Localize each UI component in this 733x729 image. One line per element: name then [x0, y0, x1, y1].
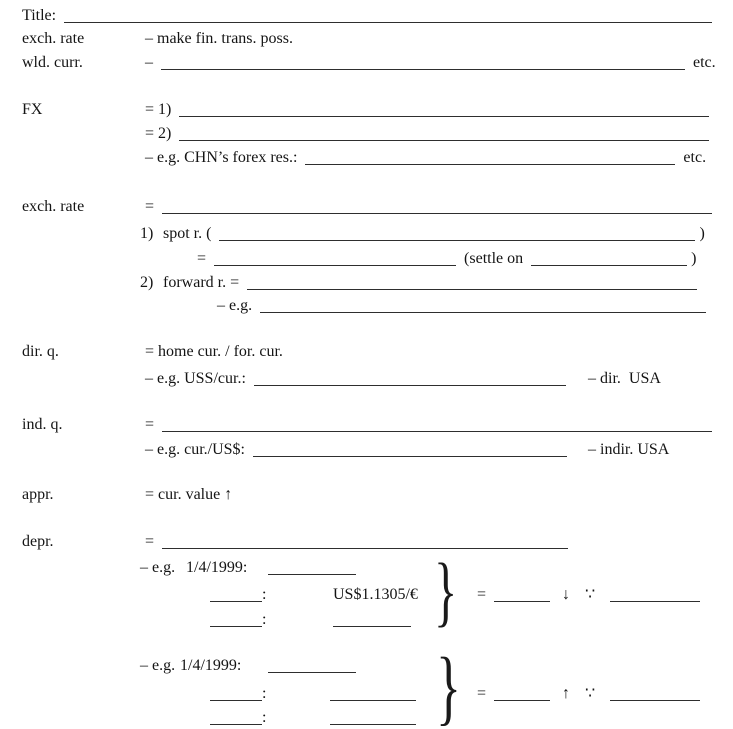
ind-q-line	[145, 415, 712, 435]
chn-forex-example-prefix: – e.g. CHN’s forex res.:	[145, 149, 298, 166]
exch-rate-def-eq: =	[145, 198, 155, 215]
depr-blank-line	[162, 535, 568, 549]
indir-usa-note: – indir. USA	[588, 441, 670, 458]
down-arrow-icon: ↓	[562, 586, 571, 603]
appr-definition: = cur. value ↑	[145, 486, 233, 503]
exch-rate-label: exch. rate	[22, 30, 85, 47]
example2-row3-blank-line	[210, 711, 262, 725]
example1-row2-left	[210, 585, 266, 605]
example1-date: 1/4/1999:	[186, 559, 248, 576]
fx-example-line	[145, 148, 706, 168]
example1-prefix: – e.g.	[140, 559, 176, 576]
fx-line1	[145, 100, 709, 120]
depr-eq: =	[145, 533, 155, 550]
fx-line2	[145, 124, 709, 144]
wld-curr-label: wld. curr.	[22, 54, 83, 71]
example2-date: 1/4/1999:	[180, 657, 242, 674]
wld-curr-line	[145, 53, 716, 73]
forward-example-line	[217, 296, 706, 316]
dir-q-example-line	[145, 369, 566, 389]
example2-row2-left	[210, 684, 266, 704]
dir-q-example-prefix: – e.g. USS/cur.:	[145, 370, 246, 387]
because-symbol: ∵	[585, 685, 596, 702]
dir-q-example-blank-line	[254, 372, 566, 386]
example1-result-blank-line-2	[610, 588, 700, 602]
example2-row3-right	[330, 708, 416, 728]
dir-q-definition: = home cur. / for. cur.	[145, 343, 283, 360]
example1-row3-left	[210, 610, 266, 630]
example2-row1-blank-line	[268, 659, 356, 673]
fx-example-blank-line	[305, 151, 675, 165]
example1-row1	[268, 558, 356, 578]
example1-row3-colon: :	[262, 611, 267, 628]
example1-result-blank-line-1	[494, 588, 550, 602]
dir-q-label: dir. q.	[22, 343, 59, 360]
example1-row3-right-blank-line	[333, 613, 411, 627]
appr-label: appr.	[22, 486, 54, 503]
exch-rate-def-blank-line	[162, 200, 712, 214]
example1-result-line	[477, 585, 700, 605]
example2-row3-left	[210, 708, 266, 728]
forward-eg-blank-line	[260, 299, 706, 313]
ind-q-eq: =	[145, 416, 155, 433]
title-label: Title:	[22, 7, 57, 24]
settle-line	[197, 249, 696, 269]
example2-result-line	[477, 684, 700, 704]
fx-label: FX	[22, 101, 43, 118]
title-blank-line	[64, 9, 712, 23]
example2-row3-right-blank-line	[330, 711, 416, 725]
settle-close-paren: )	[691, 250, 697, 267]
fx-example-etc: etc.	[683, 149, 707, 166]
example1-row3-right	[333, 610, 411, 630]
example1-row2-colon: :	[262, 586, 267, 603]
fx-line1-prefix: = 1)	[145, 101, 172, 118]
wld-curr-dash: –	[145, 54, 153, 71]
example2-row2-blank-line	[210, 687, 262, 701]
usd-eur-rate-value: US$1.1305/€	[333, 586, 418, 603]
example2-result-blank-line-1	[494, 687, 550, 701]
fx-line2-prefix: = 2)	[145, 125, 172, 142]
depr-line	[145, 532, 568, 552]
spot-rate-line	[163, 224, 705, 244]
brace-icon: }	[434, 547, 458, 634]
example2-row2-right	[330, 684, 416, 704]
settle-blank-line-1	[214, 252, 456, 266]
ind-q-example-blank-line	[253, 443, 567, 457]
example2-row2-right-blank-line	[330, 687, 416, 701]
settle-eq: =	[197, 250, 207, 267]
spot-rate-prefix: spot r. (	[163, 225, 212, 242]
ind-q-example-prefix: – e.g. cur./US$:	[145, 441, 245, 458]
exch-rate-def-label: exch. rate	[22, 198, 85, 215]
exch-rate-def-line	[145, 197, 712, 217]
forward-rate-number: 2)	[140, 274, 154, 291]
example1-eq: =	[477, 586, 487, 603]
example1-row3-blank-line	[210, 613, 262, 627]
spot-rate-blank-line	[219, 227, 695, 241]
wld-curr-blank-line	[161, 56, 685, 70]
up-arrow-icon: ↑	[562, 685, 571, 702]
forward-rate-blank-line	[247, 276, 697, 290]
example2-row1	[268, 656, 356, 676]
ind-q-label: ind. q.	[22, 416, 63, 433]
forward-eg-prefix: – e.g.	[217, 297, 253, 314]
brace-icon: }	[436, 641, 462, 729]
fx-line1-blank-line	[179, 103, 709, 117]
example1-row2-blank-line	[210, 588, 262, 602]
forward-rate-line	[163, 273, 697, 293]
example2-eq: =	[477, 685, 487, 702]
ind-q-blank-line	[162, 418, 712, 432]
example2-prefix: – e.g.	[140, 657, 176, 674]
title-row	[22, 6, 712, 26]
example1-row1-blank-line	[268, 561, 356, 575]
forward-rate-prefix: forward r. =	[163, 274, 240, 291]
depr-label: depr.	[22, 533, 54, 550]
example2-result-blank-line-2	[610, 687, 700, 701]
example2-row3-colon: :	[262, 709, 267, 726]
dir-usa-note: – dir. USA	[588, 370, 661, 387]
ind-q-example-line	[145, 440, 567, 460]
example2-row2-colon: :	[262, 685, 267, 702]
spot-rate-number: 1)	[140, 225, 154, 242]
spot-rate-close-paren: )	[699, 225, 705, 242]
wld-curr-etc: etc.	[693, 54, 716, 71]
fx-line2-blank-line	[179, 127, 709, 141]
because-symbol: ∵	[585, 586, 596, 603]
settle-on-text: (settle on	[464, 250, 524, 267]
make-fin-trans-note: – make fin. trans. poss.	[145, 30, 293, 47]
settle-blank-line-2	[531, 252, 687, 266]
